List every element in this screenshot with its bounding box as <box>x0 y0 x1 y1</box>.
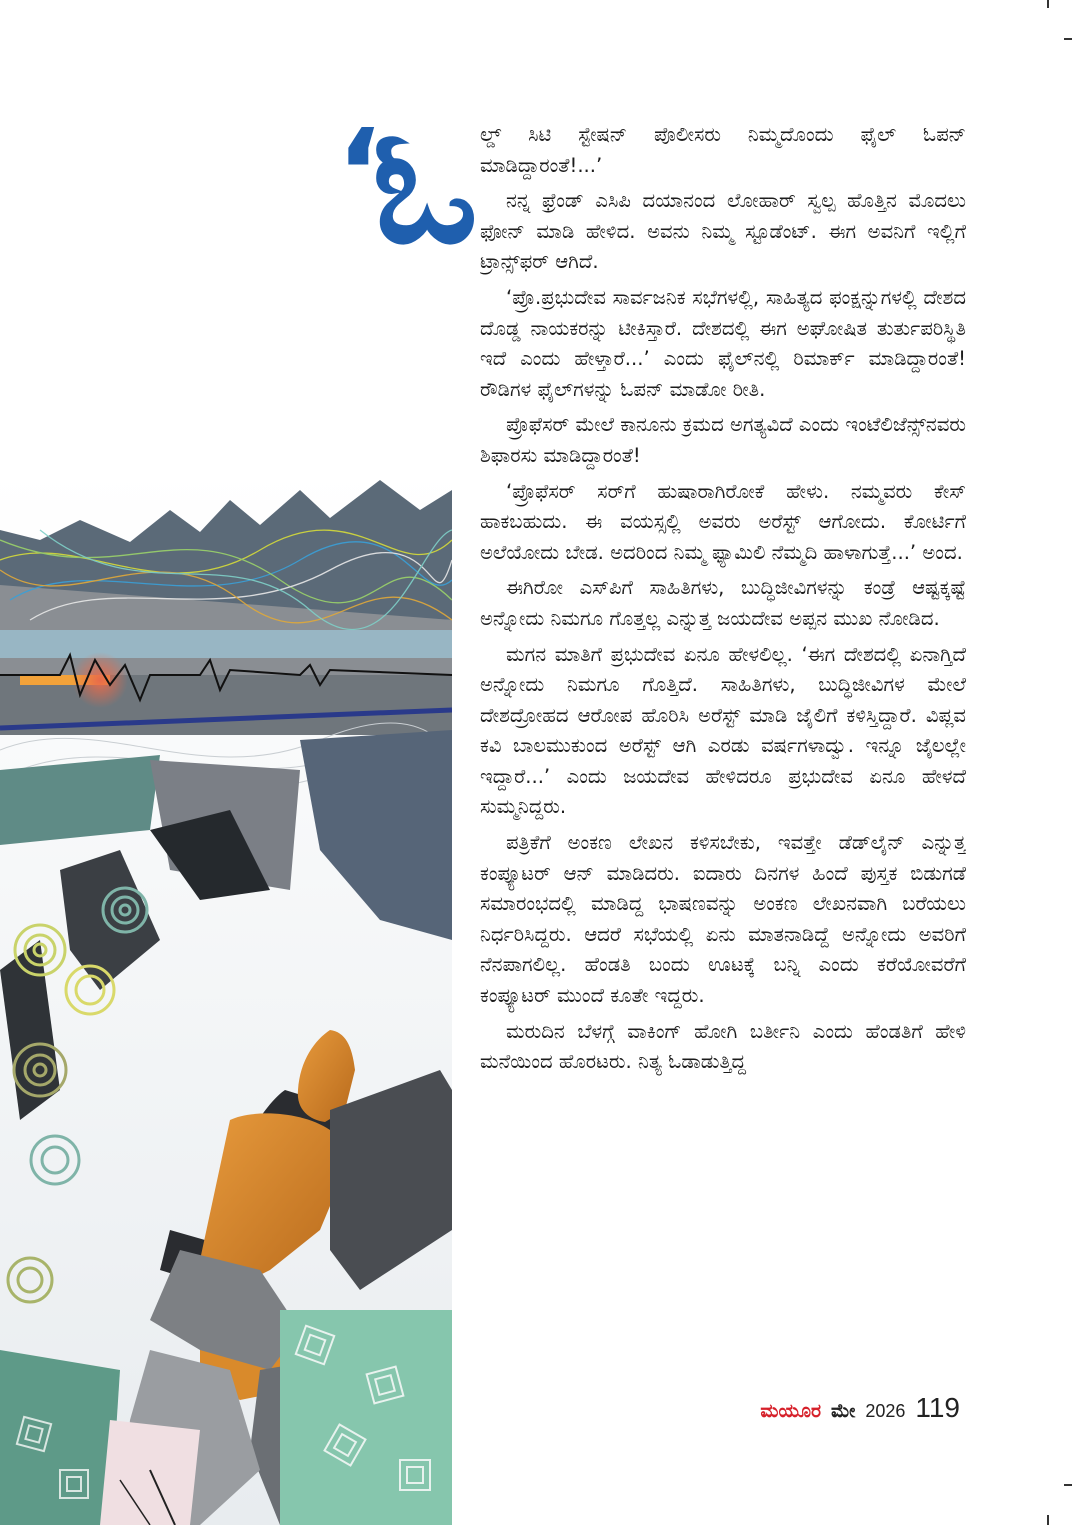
article-body <box>480 120 966 1360</box>
paragraph-9: ಮರುದಿನ ಬೆಳಗ್ಗೆ ವಾಕಿಂಗ್ ಹೋಗಿ ಬರ್ತೀನಿ ಎಂದು ಹೆಂಡತಿಗೆ ಹೇಳಿ ಮನೆಯಿಂದ ಹೊರಟರು. ನಿತ್ಯ ಓಡಾಡುತ್ತಿದ್ದ <box>480 1019 966 1074</box>
drop-cap <box>336 95 479 279</box>
paragraph-6: ಈಗಿರೋ ಎಸ್‌ಪಿಗೆ ಸಾಹಿತಿಗಳು, ಬುದ್ಧಿಜೀವಿಗಳನ್ನು ಕಂಡ್ರೆ ಆಷ್ಟಕ್ಕಷ್ಟೆ ಅನ್ನೋದು ನಿಮಗೂ ಗೊತ್ತಲ್ಲ ಎನ್ನುತ್ತ ಜಯದೇವ ಅಪ್ಪನ ಮುಖ ನೋಡಿದ. <box>480 576 966 630</box>
page-number: 119 <box>915 1392 960 1423</box>
page-footer <box>760 1392 960 1428</box>
paragraph-5: ‘ಪ್ರೊಫೆಸರ್ ಸರ್‌ಗೆ ಹುಷಾರಾಗಿರೋಕೆ ಹೇಳು. ನಮ್ಮವರು ಕೇಸ್ ಹಾಕಬಹುದು. ಈ ವಯಸ್ಸಲ್ಲಿ ಅವರು ಅರೆಸ್ಟ್ ಆಗೋದು. ಕೋರ್ಟಿಗೆ ಅಲೆಯೋದು ಬೇಡ. ಅದರಿಂದ ನಿಮ್ಮ ಫ್ಯಾಮಿಲಿ ನೆಮ್ಮದಿ ಹಾಳಾಗುತ್ತೆ...’ ಅಂದ. <box>480 479 966 564</box>
paragraph-7: ಮಗನ ಮಾತಿಗೆ ಪ್ರಭುದೇವ ಏನೂ ಹೇಳಲಿಲ್ಲ. ‘ಈಗ ದೇಶದಲ್ಲಿ ಏನಾಗ್ತಿದೆ ಅನ್ನೋದು ನಿಮಗೂ ಗೊತ್ತಿದೆ. ಸಾಹಿತಿಗಳು, ಬುದ್ಧಿಜೀವಿಗಳ ಮೇಲೆ ದೇಶದ್ರೋಹದ ಆರೋಪ ಹೊರಿಸಿ ಅರೆಸ್ಟ್ ಮಾಡಿ ಜೈಲಿಗೆ ಕಳಿಸ್ತಿದ್ದಾರೆ. ವಿಪ್ಲವ ಕವಿ ಬಾಲಮುಕುಂದ ಅರೆಸ್ಟ್ ಆಗಿ ಎರಡು ವರ್ಷಗಳಾದ್ವು. ಇನ್ನೂ ಜೈಲಲ್ಲೇ ಇದ್ದಾರೆ...’ ಎಂದು ಜಯದೇವ ಹೇಳಿದರೂ ಪ್ರಭುದೇವ ಏನೂ ಹೇಳದೆ ಸುಮ್ಮನಿದ್ದರು. <box>480 642 966 819</box>
paragraph-2: ನನ್ನ ಫ್ರೆಂಡ್ ಎಸಿಪಿ ದಯಾನಂದ ಲೋಹಾರ್ ಸ್ವಲ್ಪ ಹೊತ್ತಿನ ಮೊದಲು ಫೋನ್ ಮಾಡಿ ಹೇಳಿದ. ಅವನು ನಿಮ್ಮ ಸ್ಟೂಡೆಂಟ್. ಈಗ ಅವನಿಗೆ ಇಲ್ಲಿಗೆ ಟ್ರಾನ್ಸ್‌ಫರ್ ಆಗಿದೆ. <box>480 189 966 274</box>
story-illustration <box>0 470 452 1525</box>
drop-cap-letter: ಓ <box>372 95 479 279</box>
crop-mark-right-bottom <box>1064 1484 1072 1486</box>
issue-year: 2026 <box>865 1401 906 1421</box>
drop-cap-quote: ‘ <box>336 105 382 244</box>
crop-mark-top-right <box>1047 0 1049 8</box>
paragraph-4: ಪ್ರೊಫೆಸರ್ ಮೇಲೆ ಕಾನೂನು ಕ್ರಮದ ಅಗತ್ಯವಿದೆ ಎಂದು ಇಂಟೆಲಿಜೆನ್ಸ್‌ನವರು ಶಿಫಾರಸು ಮಾಡಿದ್ದಾರಂತೆ! <box>480 413 966 467</box>
paragraph-8: ಪತ್ರಿಕೆಗೆ ಅಂಕಣ ಲೇಖನ ಕಳಿಸಬೇಕು, ಇವತ್ತೇ ಡೆಡ್‌ಲೈನ್ ಎನ್ನುತ್ತ ಕಂಪ್ಯೂಟರ್ ಆನ್ ಮಾಡಿದರು. ಐದಾರು ದಿನಗಳ ಹಿಂದೆ ಪುಸ್ತಕ ಬಿಡುಗಡೆ ಸಮಾರಂಭದಲ್ಲಿ ಮಾಡಿದ್ದ ಭಾಷಣವನ್ನು ಅಂಕಣ ಲೇಖನವಾಗಿ ಬರೆಯಲು ನಿರ್ಧರಿಸಿದ್ದರು. ಆದರೆ ಸಭೆಯಲ್ಲಿ ಏನು ಮಾತನಾಡಿದ್ದೆ ಅನ್ನೋದು ಅವರಿಗೆ ನೆನಪಾಗಲಿಲ್ಲ. ಹೆಂಡತಿ ಬಂದು ಊಟಕ್ಕೆ ಬನ್ನಿ ಎಂದು ಕರೆಯೋವರೆಗೆ ಕಂಪ್ಯೂಟರ್ ಮುಂದೆ ಕೂತೇ ಇದ್ದರು. <box>480 831 966 1008</box>
magazine-name: ಮಯೂರ <box>760 1400 821 1422</box>
paragraph-1: ಲ್ಡ್ ಸಿಟಿ ಸ್ಟೇಷನ್ ಪೊಲೀಸರು ನಿಮ್ಮದೊಂದು ಫೈಲ್ ಓಪನ್ ಮಾಡಿದ್ದಾರಂತೆ!...’ <box>480 123 966 177</box>
crop-mark-right-top <box>1064 38 1072 40</box>
paragraph-3: ‘ಪ್ರೊ.ಪ್ರಭುದೇವ ಸಾರ್ವಜನಿಕ ಸಭೆಗಳಲ್ಲಿ, ಸಾಹಿತ್ಯದ ಫಂಕ್ಷನ್ನುಗಳಲ್ಲಿ ದೇಶದ ದೊಡ್ಡ ನಾಯಕರನ್ನು ಟೀಕಿಸ್ತಾರೆ. ದೇಶದಲ್ಲಿ ಈಗ ಅಘೋಷಿತ ತುರ್ತುಪರಿಸ್ಥಿತಿ ಇದೆ ಎಂದು ಹೇಳ್ತಾರೆ...’ ಎಂದು ಫೈಲ್‌ನಲ್ಲಿ ರಿಮಾರ್ಕ್ ಮಾಡಿದ್ದಾರಂತೆ! ರೌಡಿಗಳ ಫೈಲ್‌ಗಳನ್ನು ಓಪನ್ ಮಾಡೋ ರೀತಿ. <box>480 285 966 401</box>
issue-month: ಮೇ <box>831 1400 856 1422</box>
crop-mark-bottom-right <box>1047 1515 1049 1525</box>
